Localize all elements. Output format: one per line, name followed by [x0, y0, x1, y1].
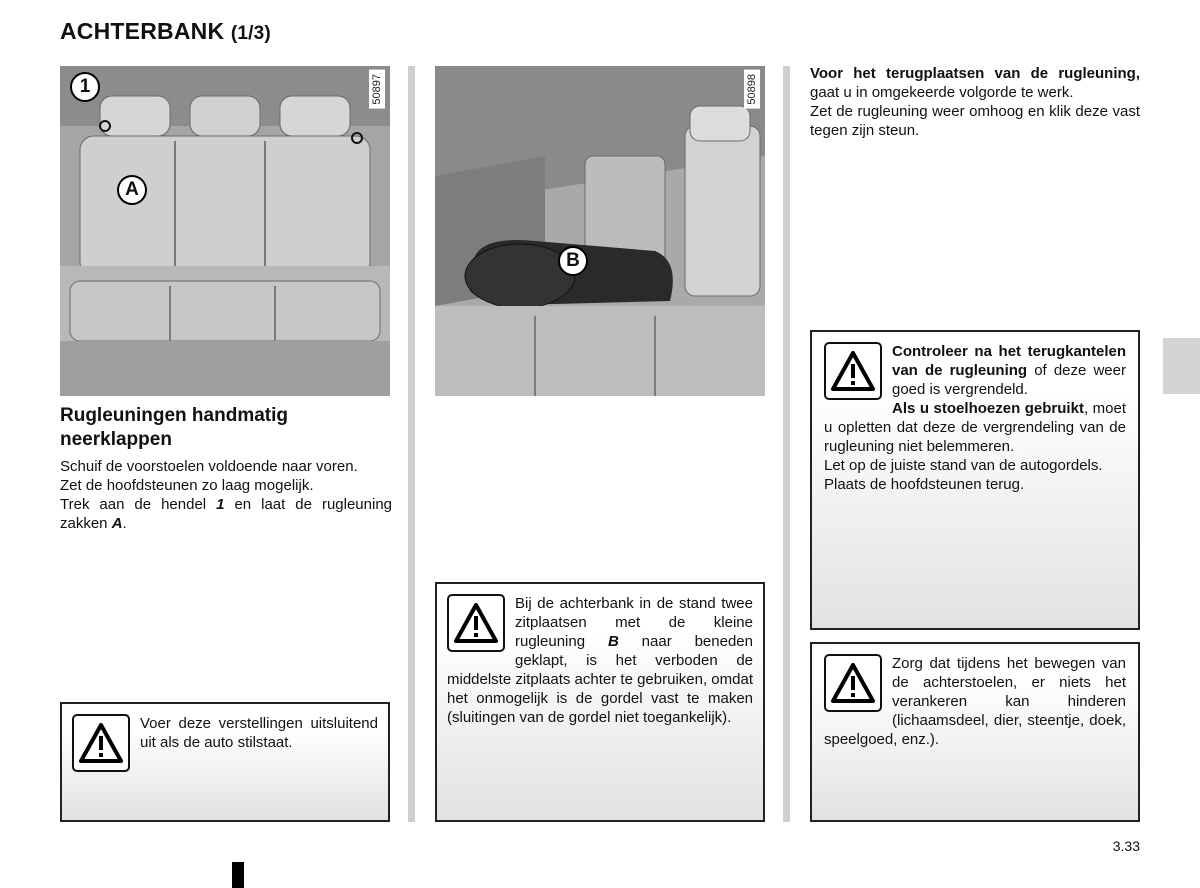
warning-text-part: Let op de juiste stand van de autogordels.: [824, 457, 1103, 474]
callout-b: B: [558, 246, 588, 276]
lever-reference: 1: [216, 496, 225, 513]
reinstall-paragraph: [810, 64, 1140, 102]
lever-sentence-middle: en laat de rugleuning zakken: [60, 496, 392, 532]
warning-text: Zorg dat tijdens het bewegen van de achterstoelen, er niets het verankeren kan hinderen (lichaamsdeel, dier, steentje, doek, speelgoed, enz.).: [824, 655, 1126, 748]
reinstall-instructions: [810, 64, 1140, 140]
section-tab: [1163, 338, 1200, 394]
section-heading: Rugleuningen handmatig neerklappen: [60, 405, 288, 450]
warning-emphasis: Als u stoelhoezen gebruikt: [892, 400, 1084, 417]
callout-a: A: [117, 175, 147, 205]
rear-seat-illustration: [60, 66, 390, 396]
instruction-line: Schuif de voorstoelen voldoende naar voren.: [60, 458, 358, 475]
page-title-main: ACHTERBANK: [60, 18, 225, 44]
seat-reference: A: [111, 515, 123, 532]
warning-box: [810, 330, 1140, 630]
figure-rear-seat-photo: [60, 66, 390, 396]
warning-box: [435, 582, 765, 822]
warning-emphasis: Controleer na het terugkantelen van de rugleuning: [892, 343, 1126, 379]
warning-box: [810, 642, 1140, 822]
warning-text-part: of deze weer goed is vergrendeld.: [892, 362, 1126, 398]
warning-text-part: Bij de achterbank in de stand twee zitplaatsen met de kleine rugleuning: [515, 595, 753, 650]
warning-triangle-icon: [824, 342, 882, 400]
warning-triangle-icon: [72, 714, 130, 772]
reinstall-heading: Voor het terugplaatsen van de rugleuning,: [810, 65, 1140, 82]
lever-sentence-end: .: [122, 515, 127, 532]
column-divider: [408, 66, 415, 822]
lever-sentence-prefix: Trek aan de hendel: [60, 496, 217, 513]
warning-box: [60, 702, 390, 822]
page-number: 3.33: [1112, 838, 1140, 854]
column-divider: [783, 66, 790, 822]
reinstall-paragraph: Zet de rugleuning weer omhoog en klik deze vast tegen zijn steun.: [810, 103, 1140, 139]
instructions-text: [60, 457, 392, 533]
folded-backrest-illustration: [435, 66, 765, 396]
backrest-reference: B: [607, 633, 619, 650]
instruction-line: [60, 495, 392, 533]
warning-text-part: naar beneden geklapt, is het verboden de middelste zitplaats achter te gebruiken, omdat het onmogelijk is de gordel vast te maken (sluitingen van de gordel niet toegankelijk).: [447, 633, 753, 726]
crop-mark: [232, 862, 244, 888]
warning-triangle-icon: [447, 594, 505, 652]
figure-code: 50898: [744, 70, 760, 109]
page-title-suffix: (1/3): [230, 23, 271, 44]
warning-text-part: Plaats de hoofdsteunen terug.: [824, 476, 1025, 493]
callout-1: 1: [70, 72, 100, 102]
instruction-line: Zet de hoofdsteunen zo laag mogelijk.: [60, 477, 314, 494]
warning-triangle-icon: [824, 654, 882, 712]
page-title: [60, 18, 271, 45]
warning-text: Voer deze verstellingen uitsluitend uit als de auto stilstaat.: [140, 715, 378, 751]
warning-text-part: , moet u opletten dat deze de vergrendeling van de rugleuning niet belemmeren.: [824, 400, 1126, 455]
figure-folded-backrest-photo: [435, 66, 765, 396]
figure-code: 50897: [369, 70, 385, 109]
reinstall-text: gaat u in omgekeerde volgorde te werk.: [810, 84, 1074, 101]
